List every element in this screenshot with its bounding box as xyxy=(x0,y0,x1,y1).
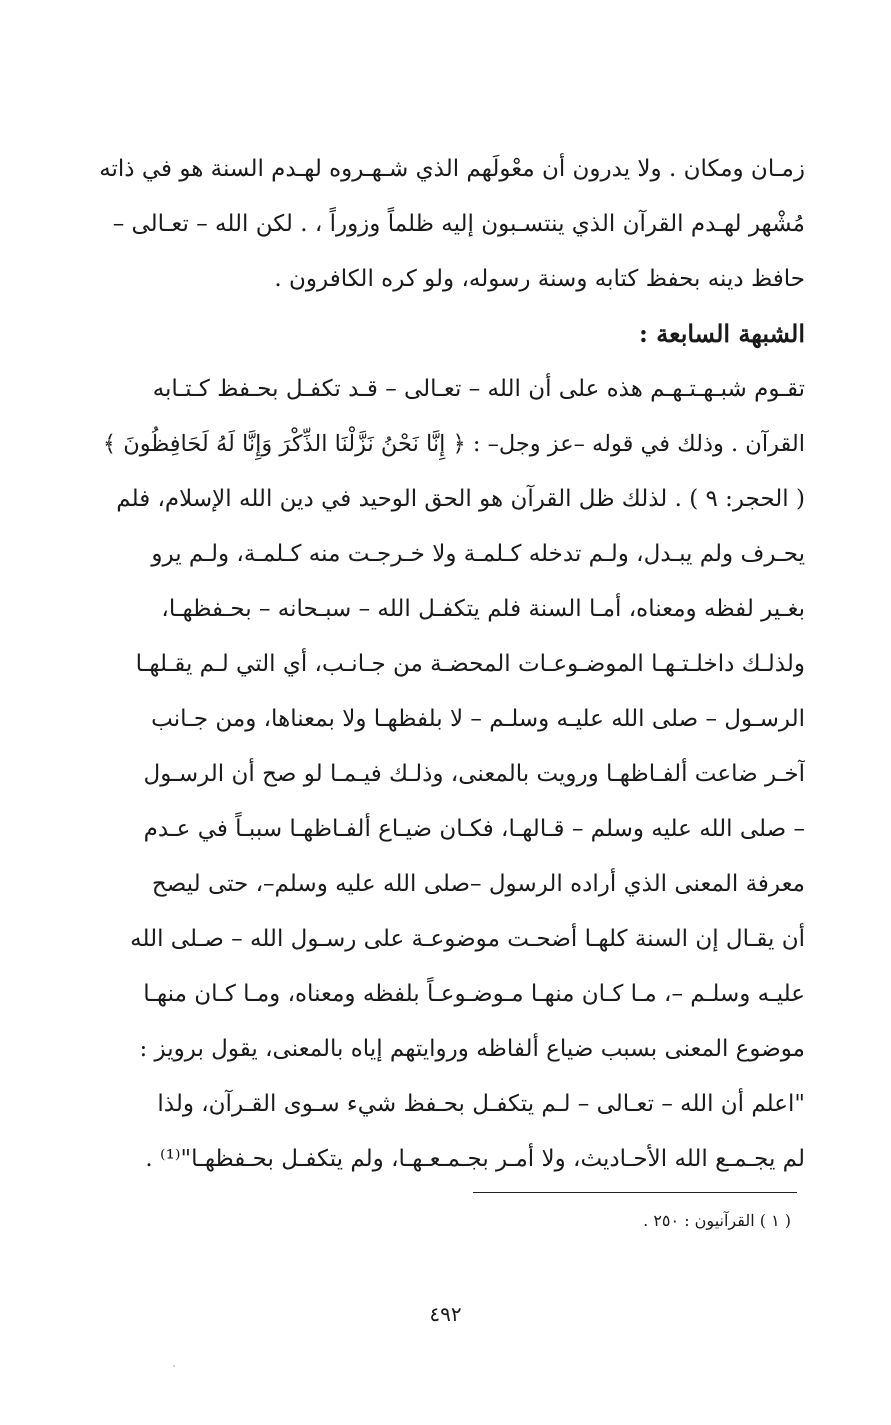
text-line: حافظ دينه بحفظ كتابه وسنة رسوله، ولو كره الكافرون . xyxy=(274,266,805,292)
text-line: تقـوم شبـهـتـهـم هذه على أن الله – تعـالى – قـد تكفـل بحـفظ كـتـابه xyxy=(152,376,805,402)
quran-verse-line: القرآن . وذلك في قوله –عز وجل– : ﴿ إِنَّا نَحْنُ نَزَّلْنَا الذِّكْرَ وَإِنَّا لَهُ لَحَافِظُونَ ﴾ xyxy=(102,431,805,457)
text-line: ( الحجر: ٩ ) . لذلك ظل القرآن هو الحق الوحيد في دين الله الإسلام، فلم xyxy=(116,486,805,512)
text-line: الرسـول – صلى الله عليـه وسلـم – لا بلفظهـا ولا بمعناها، ومن جـانب xyxy=(151,706,805,732)
text-line: ولذلـك داخلـتـهـا الموضـوعـات المحضـة من جـانـب، أي التي لـم يقـلهـا xyxy=(135,651,805,677)
text-line: زمـان ومكان . ولا يدرون أن معْولَهم الذي شـهـروه لهـدم السنة هو في ذاته xyxy=(99,156,805,182)
text-line: يحـرف ولم يبـدل، ولـم تدخله كـلمـة ولا خـرجـت منه كـلمـة، ولـم يرو xyxy=(151,541,805,567)
text-line: معرفة المعنى الذي أراده الرسول –صلى الله عليه وسلم–، حتى ليصح xyxy=(151,871,805,897)
scan-speck xyxy=(173,1365,175,1367)
quote-line: لم يجـمـع الله الأحـاديث، ولا أمـر بجـمـعـهـا، ولم يتكفـل بحـفظهـا"⁽¹⁾ . xyxy=(145,1146,805,1172)
quote-line: "اعلم أن الله – تعـالى – لـم يتكفـل بحـفظ شيء سـوى القـرآن، ولذا xyxy=(157,1091,805,1117)
text-line: أن يقـال إن السنة كلهـا أضحـت موضوعـة على رسـول الله – صـلى الله xyxy=(130,926,805,952)
text-line: آخـر ضاعت ألفـاظهـا ورويت بالمعنى، وذلـك فيـمـا لو صح أن الرسـول xyxy=(143,761,805,787)
page-number: ٤٩٢ xyxy=(429,1302,462,1326)
footnote-separator xyxy=(473,1192,797,1193)
text-line: موضوع المعنى بسبب ضياع ألفاظه وروايتهم إياه بالمعنى، يقول برويز : xyxy=(139,1036,805,1062)
text-line: مُشْهر لهـدم القرآن الذي ينتسـبون إليه ظلماً وزوراً ، . لكن الله – تعـالى – xyxy=(112,211,805,237)
text-line: بغـير لفظه ومعناه، أمـا السنة فلم يتكفـل الله – سبـحانه – بحـفظهـا، xyxy=(161,596,805,622)
text-line: – صلى الله عليه وسلم – قـالهـا، فكـان ضيـاع ألفـاظهـا سببـاً في عـدم xyxy=(143,816,805,842)
section-heading: الشبهة السابعة : xyxy=(639,319,805,348)
text-line: عليـه وسلـم –، مـا كـان منهـا مـوضـوعـاً بلفظه ومعناه، ومـا كـان منهـا xyxy=(143,981,805,1007)
footnote: ( ١ ) القرآنيون : ٢٥٠ . xyxy=(643,1211,791,1230)
